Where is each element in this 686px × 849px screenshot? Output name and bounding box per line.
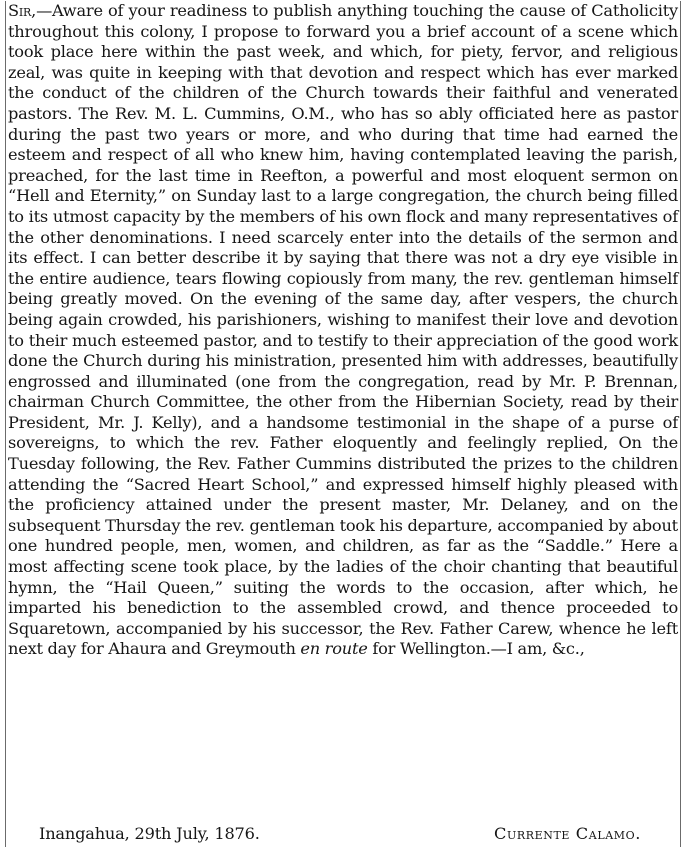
signature: Currente Calamo. <box>494 824 641 843</box>
place-date: Inangahua, 29th July, 1876. <box>39 824 260 843</box>
letter-body <box>8 1 678 660</box>
newspaper-clipping <box>5 1 681 847</box>
left-column-rule <box>5 1 6 847</box>
salutation: Sir, <box>8 1 37 20</box>
letter-text-part1: —Aware of your readiness to publish anything touching the cause of Catholicity throughout this colony, I propose to forward you a brief account of a scene which took place here within the past week, and which, for piety, fervor, and religious zeal, was quite in keeping with that devotion and respect which has ever marked the conduct of the children of the Church towards their faithful and venerated pastors. The Rev. M. L. Cummins, O.M., who has so ably officiated here as pastor during the past two years or more, and who during that time had earned the esteem and respect of all who knew him, having contemplated leaving the parish, preached, for the last time in Reefton, a powerful and most eloquent sermon on “Hell and Eternity,” on Sunday last to a large congregation, the church being filled to its utmost capacity by the members of his own flock and many representatives of the other denominations. I need scarcely enter into the details of the sermon and its effect. I can better describe it by saying that there was not a dry eye visible in the entire audience, tears flowing copiously from many, the rev. gentleman himself being greatly moved. On the evening of the same day, after vespers, the church being again crowded, his parishioners, wishing to manifest their love and devotion to their much esteemed pastor, and to testify to their appreciation of the good work done the Church during his ministration, presented him with addresses, beautifully engrossed and illuminated (one from the congregation, read by Mr. P. Brennan, chairman Church Committee, the other from the Hibernian Society, read by their President, Mr. J. Kelly), and a handsome testimonial in the shape of a purse of sovereigns, to which the rev. Father eloquently and feelingly replied, On the Tuesday following, the Rev. Father Cummins distributed the prizes to the children attending the “Sacred Heart School,” and expressed himself highly pleased with the proficiency attained under the present master, Mr. Delaney, and on the subsequent Thursday the rev. gentleman took his departure, accompanied by about one hundred people, men, women, and children, as far as the “Saddle.” Here a most affecting scene took place, by the ladies of the choir chanting that beautiful hymn, the “Hail Queen,” suiting the words to the occasion, after which, he imparted his benediction to the assembled crowd, and thence proceeded to Squaretown, accompanied by his successor, the Rev. Father Carew, whence he left next day for Ahaura and Greymouth <box>8 1 678 659</box>
right-column-rule <box>680 1 681 847</box>
letter-text-part3: for Wellington.—I am, &c., <box>367 639 585 659</box>
letter-paragraph <box>8 1 678 660</box>
sign-off-line <box>39 824 641 845</box>
en-route-italic: en route <box>300 639 368 659</box>
